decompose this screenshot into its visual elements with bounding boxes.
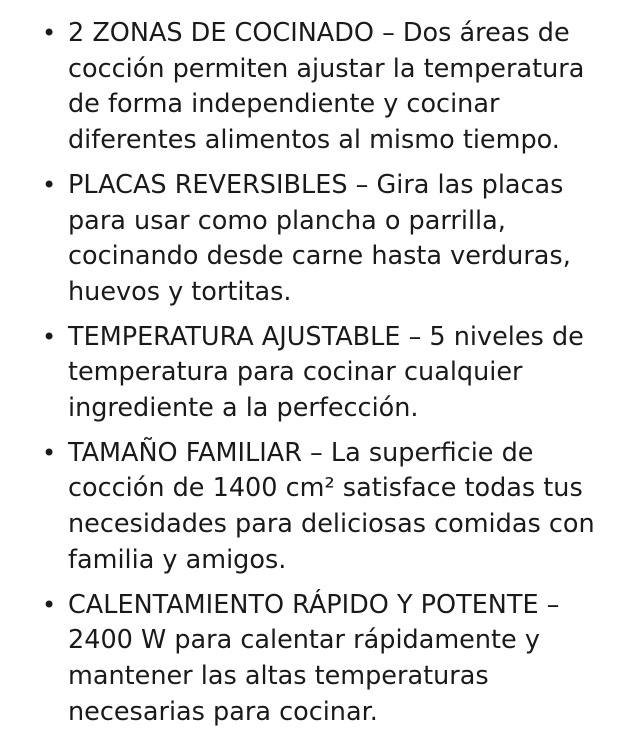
feature-item-reversible-plates bbox=[42, 168, 610, 311]
feature-text-line: diferentes alimentos al mismo tiempo. bbox=[68, 125, 560, 156]
bullet-icon: • bbox=[42, 438, 57, 467]
feature-text-line: temperatura para cocinar cualquier bbox=[68, 357, 523, 388]
bullet-icon: • bbox=[42, 322, 57, 351]
feature-text-line: necesidades para deliciosas comidas con bbox=[68, 509, 595, 540]
bullet-icon: • bbox=[42, 19, 57, 47]
feature-item-adjustable-temperature bbox=[42, 320, 610, 427]
feature-item-cooking-zones bbox=[42, 16, 610, 159]
feature-text-line: TEMPERATURA AJUSTABLE – 5 niveles de bbox=[68, 321, 584, 352]
feature-text-line: cocinando desde carne hasta verduras, bbox=[68, 241, 571, 272]
bullet-icon: • bbox=[42, 170, 57, 199]
feature-text-line: cocción permiten ajustar la temperatura bbox=[68, 53, 585, 84]
feature-text-line: CALENTAMIENTO RÁPIDO Y POTENTE – bbox=[68, 589, 560, 620]
feature-text-line: ingrediente a la perfección. bbox=[68, 393, 419, 424]
feature-text-line: de forma independiente y cocinar bbox=[68, 89, 500, 120]
feature-text-line: TAMAÑO FAMILIAR – La superficie de bbox=[68, 437, 534, 468]
feature-text-line: necesarias para cocinar. bbox=[68, 696, 378, 727]
feature-text-line: para usar como plancha o parrilla, bbox=[68, 205, 506, 236]
feature-text-line: cocción de 1400 cm² satisface todas tus bbox=[68, 473, 583, 504]
feature-item-fast-heating bbox=[42, 588, 610, 730]
bullet-icon: • bbox=[42, 590, 57, 619]
feature-text-line: 2400 W para calentar rápidamente y bbox=[68, 625, 540, 656]
feature-text-line: PLACAS REVERSIBLES – Gira las placas bbox=[68, 169, 564, 200]
feature-text-line: mantener las altas temperaturas bbox=[68, 660, 489, 691]
feature-text-line: huevos y tortitas. bbox=[68, 276, 292, 307]
feature-text-line: 2 ZONAS DE COCINADO – Dos áreas de bbox=[68, 18, 570, 48]
feature-item-family-size bbox=[42, 436, 610, 579]
feature-text-line: familia y amigos. bbox=[68, 544, 287, 575]
